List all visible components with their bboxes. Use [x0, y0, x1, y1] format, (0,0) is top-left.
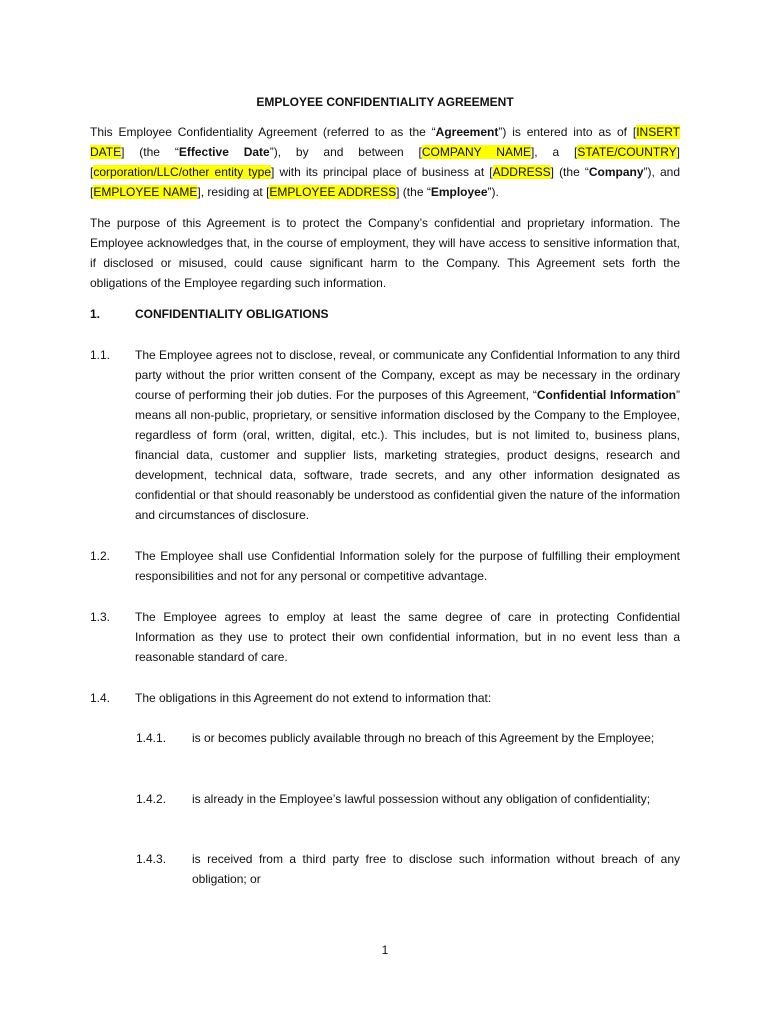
placeholder-state-country: STATE/COUNTRY	[577, 145, 677, 159]
placeholder-employee-name: EMPLOYEE NAME	[93, 185, 198, 199]
intro-text: ”) is entered into as of [	[498, 125, 637, 139]
section-heading-confidentiality-obligations	[90, 304, 329, 324]
clause-text: is or becomes publicly available through no breach of this Agreement by the Employee;	[192, 731, 655, 745]
section-number: 1.	[90, 307, 101, 321]
placeholder-entity-type: corporation/LLC/other entity type	[93, 165, 271, 179]
clause-1-4-2	[136, 789, 680, 809]
intro-text: ] (the “	[550, 165, 589, 179]
intro-text: ] (the “	[396, 185, 431, 199]
placeholder-company-name: COMPANY NAME	[421, 145, 531, 159]
intro-text: ] [	[90, 145, 681, 179]
intro-paragraph	[90, 122, 680, 202]
clause-1-1	[90, 345, 680, 525]
purpose-paragraph: The purpose of this Agreement is to protect the Company’s confidential and proprietary information. The Employee acknowledges that, in the course of employment, they will have access to sensitive information that, if disclosed or misused, could cause significant harm to the Company. This Agreement sets forth the obligations of the Employee regarding such information.	[90, 216, 680, 290]
intro-text: ”), and [	[90, 165, 681, 199]
intro-text: ] (the “	[121, 145, 179, 159]
placeholder-employee-address: EMPLOYEE ADDRESS	[269, 185, 397, 199]
intro-text: ], residing at [	[197, 185, 270, 199]
clause-number: 1.2.	[90, 549, 111, 563]
clause-1-4-3	[136, 849, 680, 889]
placeholder-insert-date: INSERT DATE	[90, 125, 680, 159]
clause-number: 1.4.1.	[136, 731, 167, 745]
intro-text: This Employee Confidentiality Agreement (referred to as the “	[90, 125, 436, 139]
intro-text: ”), by and between [	[269, 145, 422, 159]
defined-term-confidential-information: Confidential Information	[536, 388, 677, 402]
intro-text: ], a [	[530, 145, 578, 159]
clause-text-part: ” means all non-public, proprietary, or sensitive information disclosed by the Company to the Employee, regardless of form (oral, written, digital, etc.). This includes, but is not limited to, business plans, financial data, customer and supplier lists, marketing strategies, product designs, research and development, technical data, software, trade secrets, and any other information designated as confidential or that should reasonably be understood as confidential given the nature of the information and circumstances of disclosure.	[135, 388, 681, 522]
document-title: EMPLOYEE CONFIDENTIALITY AGREEMENT	[256, 95, 514, 109]
clause-number: 1.4.3.	[136, 852, 167, 866]
clause-text: The Employee agrees to employ at least the same degree of care in protecting Confidential Information as they use to protect their own confidential information, but in no event less than a reasonable standard of care.	[135, 610, 680, 664]
clause-text-part: The Employee agrees not to disclose, reveal, or communicate any Confidential Information to any third party without the prior written consent of the Company, except as may be necessary in the ordinary course of performing their job duties. For the purposes of this Agreement, “	[135, 348, 680, 402]
clause-text: The Employee shall use Confidential Information solely for the purpose of fulfilling their employment responsibilities and not for any personal or competitive advantage.	[135, 549, 680, 583]
clause-text: is received from a third party free to disclose such information without breach of any obligation; or	[192, 852, 680, 886]
clause-text	[135, 345, 680, 525]
clause-number: 1.4.2.	[136, 792, 167, 806]
page-number: 1	[381, 943, 389, 957]
defined-term-agreement: Agreement	[435, 125, 499, 139]
clause-number: 1.4.	[90, 691, 111, 705]
defined-term-effective-date: Effective Date	[178, 145, 270, 159]
clause-number: 1.3.	[90, 610, 111, 624]
clause-text: The obligations in this Agreement do not extend to information that:	[135, 691, 492, 705]
clause-1-2	[90, 546, 680, 586]
clause-1-3	[90, 607, 680, 667]
intro-text: ] with its principal place of business at [	[271, 165, 493, 179]
clause-1-4	[90, 688, 680, 708]
clause-1-4-1	[136, 728, 680, 748]
defined-term-employee: Employee	[430, 185, 488, 199]
section-title: CONFIDENTIALITY OBLIGATIONS	[135, 307, 329, 321]
intro-text: ”).	[487, 185, 499, 199]
clause-number: 1.1.	[90, 348, 111, 362]
defined-term-company: Company	[588, 165, 644, 179]
placeholder-address: ADDRESS	[492, 165, 551, 179]
clause-text: is already in the Employee’s lawful possession without any obligation of confidentiality;	[192, 792, 651, 806]
